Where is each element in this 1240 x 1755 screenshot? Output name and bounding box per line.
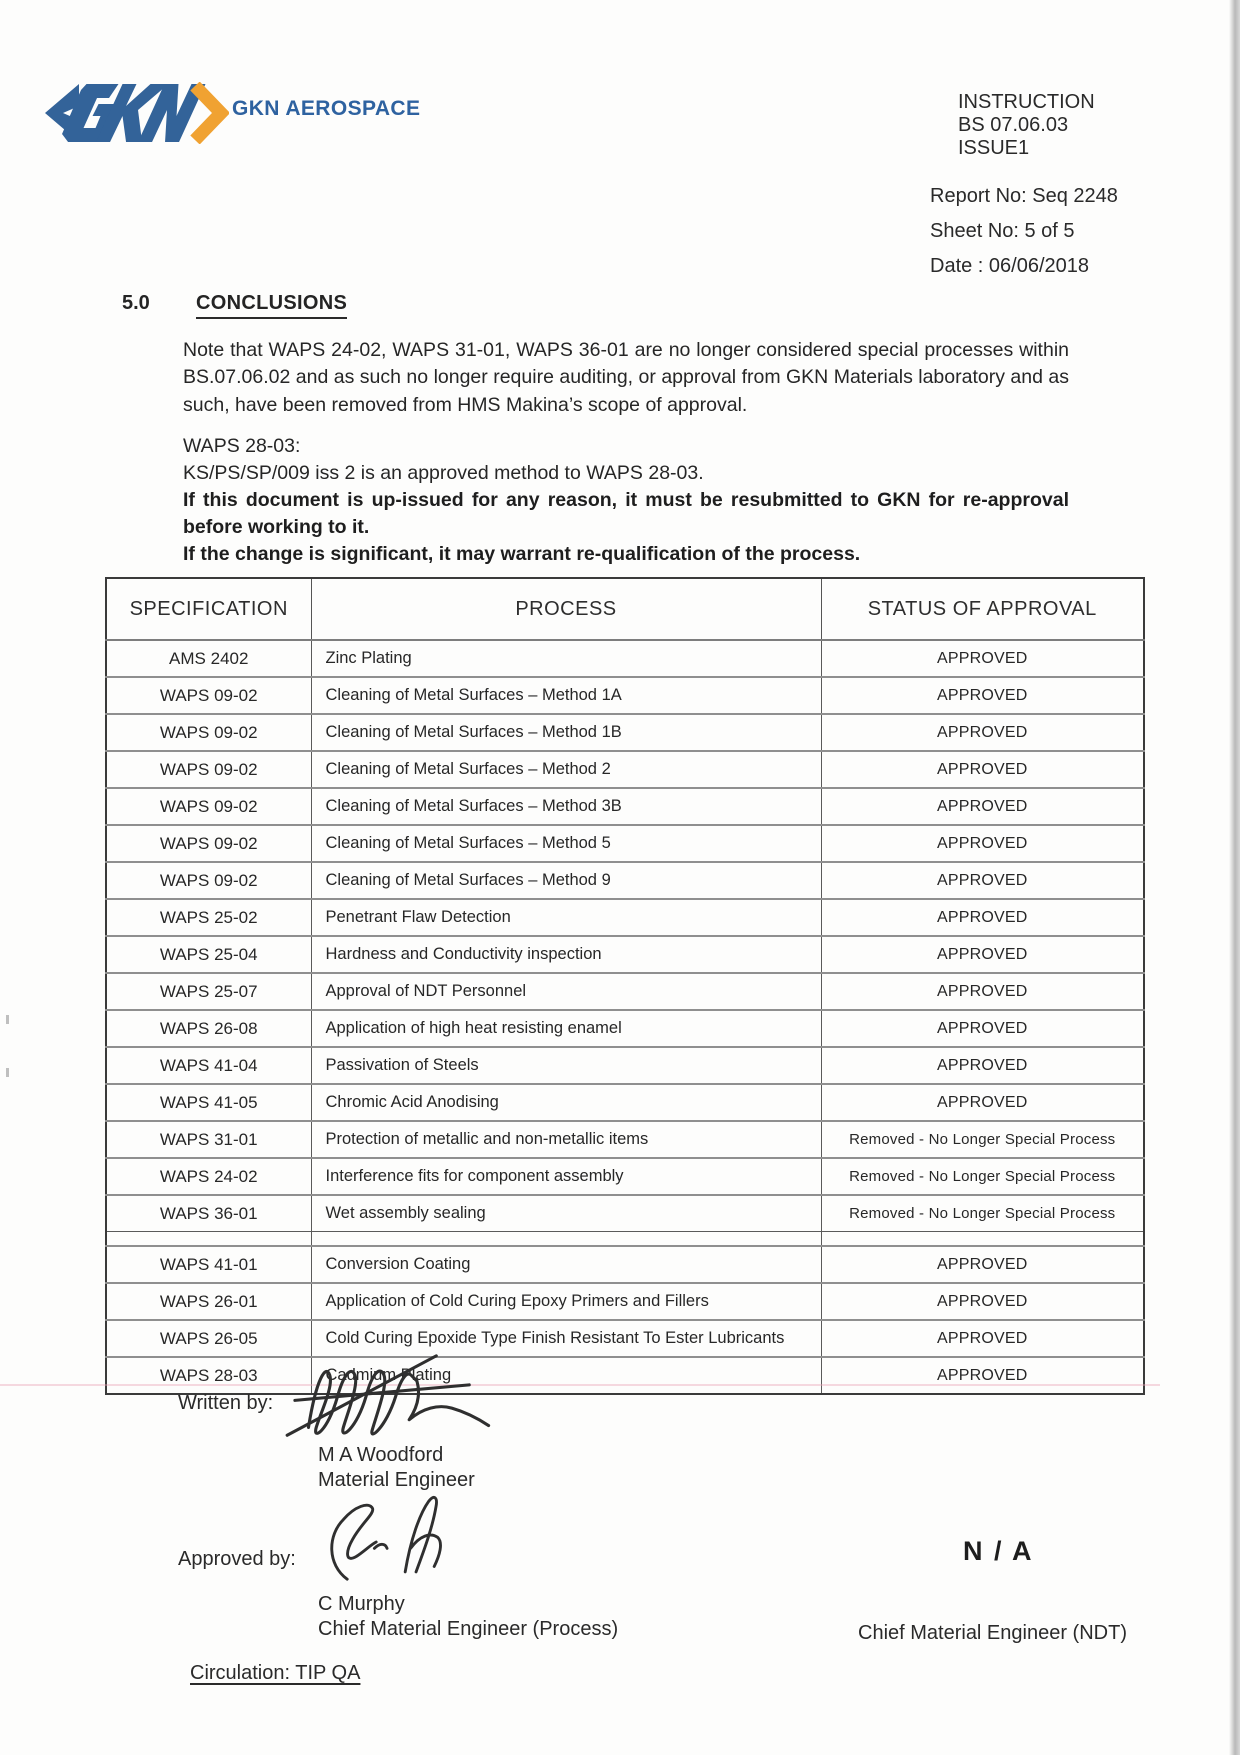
table-row xyxy=(106,1047,1144,1084)
spec-cell: WAPS 31-01 xyxy=(106,1121,311,1158)
process-cell: Application of Cold Curing Epoxy Primers and Fillers xyxy=(311,1283,821,1320)
table-row xyxy=(106,751,1144,788)
col-header-specification: SPECIFICATION xyxy=(106,578,311,640)
doc-type: INSTRUCTION xyxy=(958,91,1095,113)
table-row xyxy=(106,788,1144,825)
approved-by-name: C Murphy xyxy=(318,1593,405,1615)
spec-cell: WAPS 09-02 xyxy=(106,788,311,825)
spacer-cell xyxy=(106,1232,311,1247)
written-by-name: M A Woodford xyxy=(318,1444,444,1466)
approved-method-line: KS/PS/SP/009 iss 2 is an approved method to WAPS 28-03. xyxy=(183,462,704,484)
process-cell: Hardness and Conductivity inspection xyxy=(311,936,821,973)
doc-number: BS 07.06.03 xyxy=(958,114,1069,136)
status-cell: APPROVED xyxy=(821,1010,1144,1047)
written-by-title: Material Engineer xyxy=(318,1469,475,1491)
approval-table-body xyxy=(106,640,1144,1394)
sheet-no: Sheet No: 5 of 5 xyxy=(930,220,1075,242)
process-cell: Cleaning of Metal Surfaces – Method 2 xyxy=(311,751,821,788)
gkn-arrows-emblem xyxy=(45,82,229,144)
process-cell: Cleaning of Metal Surfaces – Method 5 xyxy=(311,825,821,862)
spec-cell: WAPS 24-02 xyxy=(106,1158,311,1195)
approval-table-wrap xyxy=(105,577,1145,1395)
status-cell: APPROVED xyxy=(821,714,1144,751)
status-cell: APPROVED xyxy=(821,640,1144,677)
spacer-cell xyxy=(821,1232,1144,1247)
status-cell: APPROVED xyxy=(821,788,1144,825)
scan-speck xyxy=(6,1015,9,1024)
spec-cell: WAPS 09-02 xyxy=(106,751,311,788)
circulation-line: Circulation: TIP QA xyxy=(190,1662,361,1684)
process-cell: Cold Curing Epoxide Type Finish Resistant To Ester Lubricants xyxy=(311,1320,821,1357)
spec-cell: WAPS 09-02 xyxy=(106,825,311,862)
status-cell: APPROVED xyxy=(821,1047,1144,1084)
table-row xyxy=(106,1158,1144,1195)
table-row xyxy=(106,640,1144,677)
scan-artifact-line xyxy=(0,1384,1160,1386)
status-cell: APPROVED xyxy=(821,862,1144,899)
table-row xyxy=(106,1320,1144,1357)
spacer-cell xyxy=(311,1232,821,1247)
spec-cell: WAPS 41-05 xyxy=(106,1084,311,1121)
status-cell: Removed - No Longer Special Process xyxy=(821,1158,1144,1195)
table-row xyxy=(106,1246,1144,1283)
process-cell: Conversion Coating xyxy=(311,1246,821,1283)
status-cell: Removed - No Longer Special Process xyxy=(821,1121,1144,1158)
process-cell: Interference fits for component assembly xyxy=(311,1158,821,1195)
table-row xyxy=(106,825,1144,862)
spec-cell: WAPS 09-02 xyxy=(106,714,311,751)
col-header-status: STATUS OF APPROVAL xyxy=(821,578,1144,640)
spec-cell: WAPS 28-03 xyxy=(106,1357,311,1394)
status-cell: APPROVED xyxy=(821,825,1144,862)
spec-cell: WAPS 26-08 xyxy=(106,1010,311,1047)
status-cell: APPROVED xyxy=(821,899,1144,936)
waps-2803-heading: WAPS 28-03: xyxy=(183,435,301,457)
process-cell: Protection of metallic and non-metallic items xyxy=(311,1121,821,1158)
table-row xyxy=(106,899,1144,936)
report-no: Report No: Seq 2248 xyxy=(930,185,1118,207)
brand-name: GKN AEROSPACE xyxy=(232,97,421,120)
spec-cell: WAPS 25-02 xyxy=(106,899,311,936)
status-cell: APPROVED xyxy=(821,973,1144,1010)
table-row xyxy=(106,1195,1144,1232)
table-header-row xyxy=(106,578,1144,640)
table-row xyxy=(106,1084,1144,1121)
spec-cell: AMS 2402 xyxy=(106,640,311,677)
status-cell: Removed - No Longer Special Process xyxy=(821,1195,1144,1232)
process-cell: Cleaning of Metal Surfaces – Method 1B xyxy=(311,714,821,751)
col-header-process: PROCESS xyxy=(311,578,821,640)
scan-speck xyxy=(6,1068,9,1077)
spec-cell: WAPS 41-04 xyxy=(106,1047,311,1084)
written-by-label: Written by: xyxy=(178,1392,274,1414)
spacer-row xyxy=(106,1232,1144,1247)
doc-date: Date : 06/06/2018 xyxy=(930,255,1090,277)
spec-cell: WAPS 36-01 xyxy=(106,1195,311,1232)
process-cell: Chromic Acid Anodising xyxy=(311,1084,821,1121)
process-cell: Cadmium Plating xyxy=(311,1357,821,1394)
spec-cell: WAPS 25-04 xyxy=(106,936,311,973)
ndt-engineer-title: Chief Material Engineer (NDT) xyxy=(858,1622,1127,1644)
approved-by-title: Chief Material Engineer (Process) xyxy=(318,1618,619,1640)
process-cell: Application of high heat resisting enamel xyxy=(311,1010,821,1047)
resubmit-warning: If this document is up-issued for any reason, it must be resubmitted to GKN for re-approval before working to it. xyxy=(183,489,1069,539)
signature-written xyxy=(282,1350,517,1447)
table-row xyxy=(106,862,1144,899)
requalification-warning: If the change is significant, it may warrant re-qualification of the process. xyxy=(183,543,861,565)
doc-id-block xyxy=(958,91,1095,160)
status-cell: APPROVED xyxy=(821,936,1144,973)
status-cell: APPROVED xyxy=(821,677,1144,714)
section-number: 5.0 xyxy=(122,292,150,314)
na-label: N / A xyxy=(963,1536,1034,1566)
status-cell: APPROVED xyxy=(821,751,1144,788)
process-cell: Wet assembly sealing xyxy=(311,1195,821,1232)
doc-issue: ISSUE1 xyxy=(958,137,1030,159)
process-cell: Approval of NDT Personnel xyxy=(311,973,821,1010)
status-cell: APPROVED xyxy=(821,1283,1144,1320)
scan-edge-shadow xyxy=(1229,0,1240,1755)
conclusions-paragraph: Note that WAPS 24-02, WAPS 31-01, WAPS 36-01 are no longer considered special processes within BS.07.06.02 and as such no longer require auditing, or approval from GKN Materials laboratory and as such, have been removed from HMS Makina’s scope of approval. xyxy=(183,339,1069,416)
table-row xyxy=(106,714,1144,751)
gkn-logo xyxy=(45,82,229,149)
process-cell: Cleaning of Metal Surfaces – Method 1A xyxy=(311,677,821,714)
table-row xyxy=(106,1010,1144,1047)
status-cell: APPROVED xyxy=(821,1357,1144,1394)
table-row xyxy=(106,936,1144,973)
spec-cell: WAPS 09-02 xyxy=(106,862,311,899)
table-row xyxy=(106,1121,1144,1158)
section-title: CONCLUSIONS xyxy=(196,292,347,319)
process-cell: Passivation of Steels xyxy=(311,1047,821,1084)
process-cell: Cleaning of Metal Surfaces – Method 9 xyxy=(311,862,821,899)
process-cell: Cleaning of Metal Surfaces – Method 3B xyxy=(311,788,821,825)
table-row xyxy=(106,1283,1144,1320)
approval-table xyxy=(105,577,1145,1395)
approved-by-label: Approved by: xyxy=(178,1548,296,1570)
status-cell: APPROVED xyxy=(821,1084,1144,1121)
spec-cell: WAPS 26-01 xyxy=(106,1283,311,1320)
table-row xyxy=(106,1357,1144,1394)
signature-approved xyxy=(320,1492,465,1597)
process-cell: Penetrant Flaw Detection xyxy=(311,899,821,936)
spec-cell: WAPS 25-07 xyxy=(106,973,311,1010)
process-cell: Zinc Plating xyxy=(311,640,821,677)
table-row xyxy=(106,973,1144,1010)
status-cell: APPROVED xyxy=(821,1246,1144,1283)
spec-cell: WAPS 41-01 xyxy=(106,1246,311,1283)
table-row xyxy=(106,677,1144,714)
status-cell: APPROVED xyxy=(821,1320,1144,1357)
spec-cell: WAPS 09-02 xyxy=(106,677,311,714)
spec-cell: WAPS 26-05 xyxy=(106,1320,311,1357)
